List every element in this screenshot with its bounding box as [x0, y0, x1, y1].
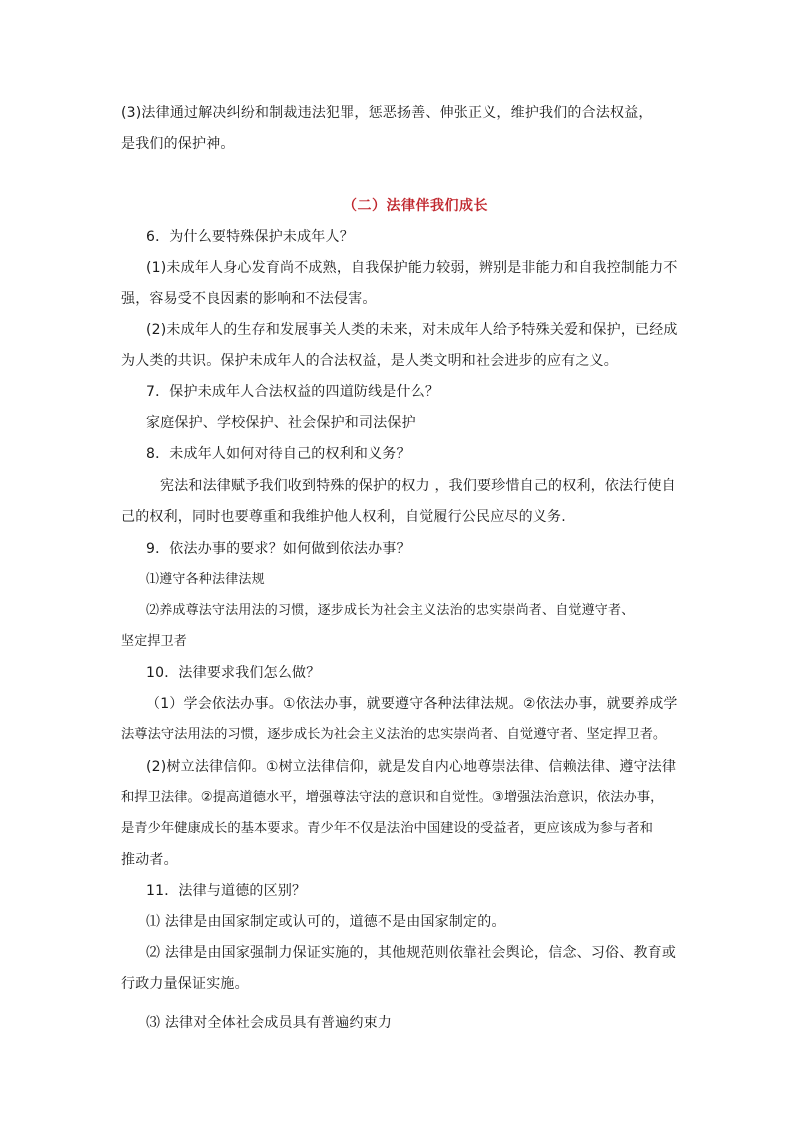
question-heading: 11．法律与道德的区别？ — [146, 883, 307, 899]
paragraph-line: 行政力量保证实施。 — [121, 976, 249, 992]
paragraph-line: 是青少年健康成长的基本要求。青少年不仅是法治中国建设的受益者，更应该成为参与者和 — [121, 821, 653, 836]
paragraph-line: ⑶ 法律对全体社会成员具有普遍约束力 — [146, 1015, 393, 1031]
paragraph-line: 法尊法守法用法的习惯，逐步成长为社会主义法治的忠实崇尚者、自觉遵守者、坚定捍卫者。 — [121, 727, 667, 742]
paragraph-line: 推动者。 — [121, 852, 178, 868]
paragraph-line: 家庭保护、学校保护、社会保护和司法保护 — [146, 415, 416, 431]
paragraph-line: 宪法和法律赋予我们收到特殊的保护的权力 ，我们要珍惜自己的权利，依法行使自 — [160, 478, 676, 494]
paragraph-line: (1)未成年人身心发育尚不成熟，自我保护能力较弱，辨别是非能力和自我控制能力不 — [146, 260, 678, 276]
question-heading: 8．未成年人如何对待自己的权利和义务？ — [146, 446, 411, 462]
paragraph-line: 强，容易受不良因素的影响和不法侵害。 — [121, 291, 377, 307]
question-heading: 10．法律要求我们怎么做？ — [146, 665, 321, 681]
question-heading: 9．依法办事的要求？如何做到依法办事？ — [146, 541, 411, 557]
paragraph-line: 和捍卫法律。②提高道德水平，增强尊法守法的意识和自觉性。③增强法治意识，依法办事， — [121, 790, 664, 805]
paragraph-line: 己的权利，同时也要尊重和我维护他人权利，自觉履行公民应尽的义务. — [121, 509, 566, 525]
paragraph-line: 为人类的共识。保护未成年人的合法权益，是人类文明和社会进步的应有之义。 — [121, 353, 618, 369]
paragraph-line: ⑴遵守各种法律法规 — [146, 572, 265, 587]
paragraph-line: (3)法律通过解决纠纷和制裁违法犯罪，惩恶扬善、伸张正义，维护我们的合法权益， — [121, 105, 653, 121]
question-heading: 7．保护未成年人合法权益的四道防线是什么？ — [146, 384, 440, 400]
paragraph-line: (2)树立法律信仰。①树立法律信仰，就是发自内心地尊崇法律、信赖法律、遵守法律 — [146, 759, 677, 775]
paragraph-line: (2)未成年人的生存和发展事关人类的未来，对未成年人给予特殊关爱和保护，已经成 — [146, 322, 678, 338]
paragraph-line: 是我们的保护神。 — [121, 136, 235, 152]
question-heading: 6．为什么要特殊保护未成年人？ — [146, 229, 354, 245]
section-heading: （二）法律伴我们成长 — [343, 198, 488, 214]
paragraph-line: 坚定捍卫者 — [121, 634, 188, 649]
paragraph-line: ⑵ 法律是由国家强制力保证实施的，其他规范则依靠社会舆论，信念、习俗、教育或 — [146, 945, 677, 961]
paragraph-line: （1）学会依法办事。①依法办事，就要遵守各种法律法规。②依法办事，就要养成学 — [146, 696, 678, 712]
paragraph-line: ⑵养成尊法守法用法的习惯，逐步成长为社会主义法治的忠实崇尚者、自觉遵守者、 — [146, 603, 635, 618]
paragraph-line: ⑴ 法律是由国家制定或认可的，道德不是由国家制定的。 — [146, 914, 506, 930]
